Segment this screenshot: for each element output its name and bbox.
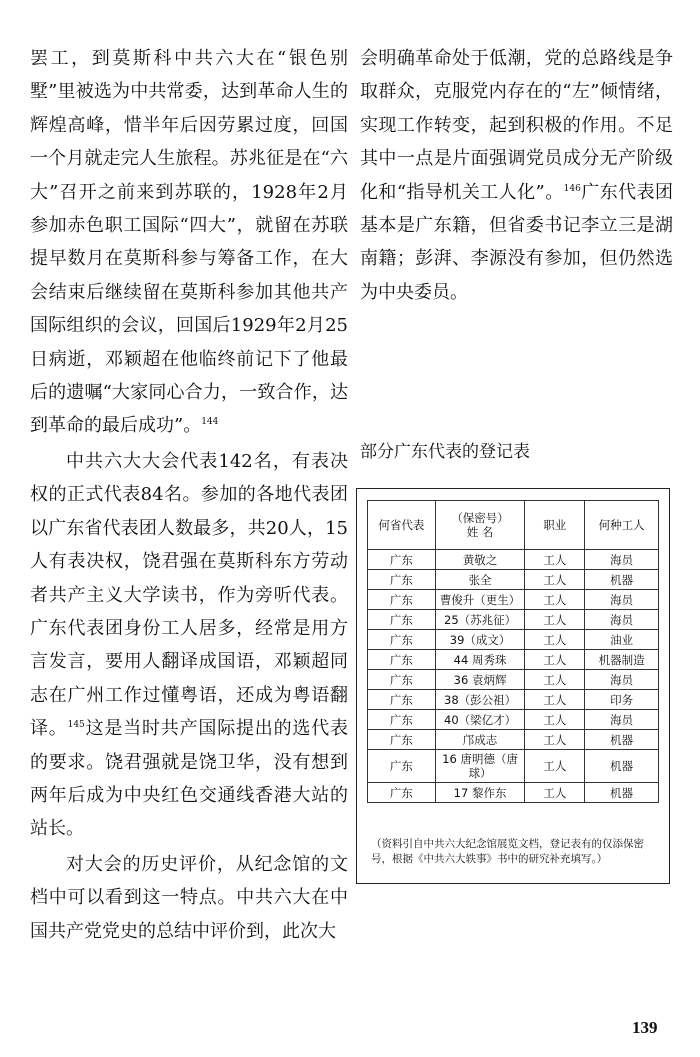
cell-worker-type: 海员 <box>585 710 659 730</box>
cell-occupation: 工人 <box>525 670 585 690</box>
right-text-column <box>360 42 673 309</box>
paragraph-text: 广东代表团基本是广东籍，但省委书记李立三是湖南籍；彭湃、李源没有参加，但仍然选为中央委员。 <box>360 181 674 303</box>
cell-worker-type: 印务 <box>585 690 659 710</box>
cell-name: 38（彭公祖） <box>435 690 525 710</box>
cell-occupation: 工人 <box>525 690 585 710</box>
cell-occupation: 工人 <box>525 610 585 630</box>
cell-province: 广东 <box>368 630 436 650</box>
cell-province: 广东 <box>368 670 436 690</box>
cell-worker-type: 海员 <box>585 670 659 690</box>
cell-province: 广东 <box>368 570 436 590</box>
header-province: 何省代表 <box>368 501 436 550</box>
cell-province: 广东 <box>368 610 436 630</box>
paragraph-text: 对大会的历史评价，从纪念馆的文档中可以看到这一特点。中共六大在中国共产党党史的总结中评价到，此次大 <box>30 853 348 942</box>
cell-occupation: 工人 <box>525 650 585 670</box>
cell-name: 17 黎作东 <box>435 783 525 803</box>
header-worker-type: 何种工人 <box>585 501 659 550</box>
cell-occupation: 工人 <box>525 550 585 570</box>
cell-province: 广东 <box>368 710 436 730</box>
cell-occupation: 工人 <box>525 750 585 783</box>
paragraph-text: 罢工，到莫斯科中共六大在“银色别墅”里被选为中共常委，达到革命人生的辉煌高峰，惜半年后因劳累过度，回国一个月就走完人生旅程。苏兆征是在“六大”召开之前来到苏联的，1928年2月参加赤色职工国际“四大”，就留在苏联提早数月在莫斯科参与筹备工作，在大会结束后继续留在莫斯科参加其他共产国际组织的会议，回国后1929年2月25日病逝，邓颖超在他临终前记下了他最后的遗嘱“大家同心合力，一致合作，达到革命的最后成功”。 <box>30 48 348 437</box>
cell-worker-type: 机器 <box>585 570 659 590</box>
cell-province: 广东 <box>368 750 436 783</box>
paragraph-text: 这是当时共产国际提出的选代表的要求。饶君强就是饶卫华，没有想到两年后成为中央红色交通线香港大站的站长。 <box>30 718 349 840</box>
cell-province: 广东 <box>368 650 436 670</box>
header-name: （保密号） 姓 名 <box>435 501 525 550</box>
body-paragraph <box>30 848 348 948</box>
cell-name: 16 唐明德（唐球） <box>435 750 525 783</box>
cell-worker-type: 机器 <box>585 783 659 803</box>
table-row <box>368 570 659 590</box>
cell-worker-type: 海员 <box>585 590 659 610</box>
paragraph-text: 中共六大大会代表142名，有表决权的正式代表84名。参加的各地代表团以广东省代表团人数最多，共20人，15人有表决权，饶君强在莫斯科东方劳动者共产主义大学读书，作为旁听代表。广东代表团身份工人居多，经常是用方言发言，要用人翻译成国语，邓颖超同志在广州工作过懂粤语，还成为粤语翻译。 <box>30 450 348 740</box>
table-header-row <box>368 501 659 550</box>
table-row <box>368 610 659 630</box>
cell-occupation: 工人 <box>525 710 585 730</box>
cell-province: 广东 <box>368 550 436 570</box>
footnote-ref: 144 <box>201 417 219 428</box>
cell-worker-type: 机器 <box>585 750 659 783</box>
cell-worker-type: 海员 <box>585 550 659 570</box>
cell-province: 广东 <box>368 783 436 803</box>
cell-worker-type: 机器 <box>585 730 659 750</box>
cell-worker-type: 海员 <box>585 610 659 630</box>
cell-province: 广东 <box>368 730 436 750</box>
cell-occupation: 工人 <box>525 590 585 610</box>
registration-table-frame <box>356 488 670 884</box>
cell-name: 25（苏兆征） <box>435 610 525 630</box>
cell-occupation: 工人 <box>525 730 585 750</box>
table-row <box>368 730 659 750</box>
body-paragraph <box>30 445 348 846</box>
cell-name: 44 周秀珠 <box>435 650 525 670</box>
paragraph-text: 会明确革命处于低潮，党的总路线是争取群众，克服党内存在的“左”倾情绪，实现工作转变，起到积极的作用。不足其中一点是片面强调党员成分无产阶级化和“指导机关工人化”。 <box>360 48 673 203</box>
cell-province: 广东 <box>368 690 436 710</box>
cell-name: 邝成志 <box>435 730 525 750</box>
header-occupation: 职业 <box>525 501 585 550</box>
body-paragraph <box>360 42 673 309</box>
registration-table <box>367 500 659 803</box>
table-row <box>368 750 659 783</box>
table-row <box>368 690 659 710</box>
cell-name: 39（成文） <box>435 630 525 650</box>
cell-name: 张全 <box>435 570 525 590</box>
cell-name: 36 袁炳辉 <box>435 670 525 690</box>
cell-occupation: 工人 <box>525 783 585 803</box>
table-row <box>368 630 659 650</box>
table-row <box>368 710 659 730</box>
cell-name: 黄敬之 <box>435 550 525 570</box>
cell-occupation: 工人 <box>525 570 585 590</box>
cell-worker-type: 油业 <box>585 630 659 650</box>
page-number: 139 <box>632 1018 658 1037</box>
left-text-column <box>30 42 348 948</box>
table-title: 部分广东代表的登记表 <box>360 442 530 462</box>
table-row <box>368 550 659 570</box>
cell-occupation: 工人 <box>525 630 585 650</box>
cell-name: 40（梁亿才） <box>435 710 525 730</box>
table-row <box>368 783 659 803</box>
table-row <box>368 650 659 670</box>
footnote-ref: 146 <box>563 183 581 194</box>
table-row <box>368 590 659 610</box>
body-paragraph <box>30 42 348 443</box>
table-row <box>368 670 659 690</box>
cell-name: 曹俊升（更生） <box>435 590 525 610</box>
cell-worker-type: 机器制造 <box>585 650 659 670</box>
table-source-note: （资料引自中共六大纪念馆展览文档，登记表有的仅添保密号，根据《中共六大轶事》书中的研究补充填写。） <box>371 838 644 865</box>
cell-province: 广东 <box>368 590 436 610</box>
footnote-ref: 145 <box>67 720 85 731</box>
table-body <box>368 550 659 803</box>
